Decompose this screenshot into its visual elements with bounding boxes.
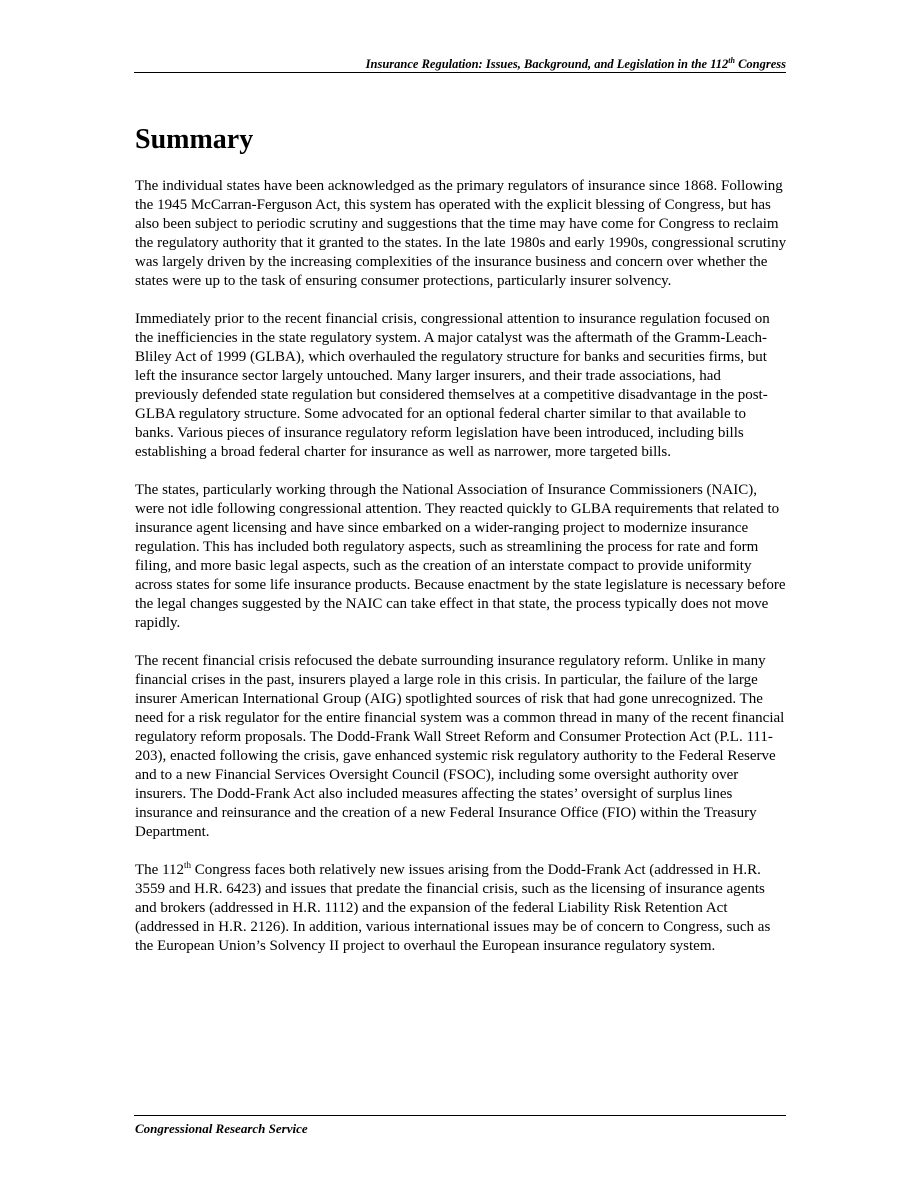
paragraph-5-rest: Congress faces both relatively new issues arising from the Dodd-Frank Act (addressed in H.R. 3559 and H.R. 6423) and issues that predate the financial crisis, such as the licensing of insurance agents and brokers (addressed in H.R. 1112) and the expansion of the federal Liability Risk Retention Act (addressed in H.R. 2126). In addition, various international issues may be of concern to Congress, such as the European Union’s Solvency II project to overhaul the European insurance regulatory system. (135, 862, 771, 954)
paragraph-5-start: The 112 (135, 862, 185, 878)
footer-rule (134, 1115, 786, 1116)
paragraph-4: The recent financial crisis refocused the debate surrounding insurance regulatory reform. Unlike in many financial crises in the past, insurers played a large role in this crisis. In particular, the failure of the large insurer American International Group (AIG) spotlighted sources of risk that had gone unrecognized. The need for a risk regulator for the entire financial system was a common thread in many of the recent financial regulatory reform proposals. The Dodd-Frank Wall Street Reform and Consumer Protection Act (P.L. 111-203), enacted following the crisis, gave enhanced systemic risk regulatory authority to the Federal Reserve and to a new Financial Services Oversight Council (FSOC), including some oversight authority over insurers. The Dodd-Frank Act also included measures affecting the states’ oversight of surplus lines insurance and reinsurance and the creation of a new Federal Insurance Office (FIO) within the Treasury Department. (135, 653, 785, 840)
paragraph-3: The states, particularly working through the National Association of Insurance Commissioners (NAIC), were not idle following congressional attention. They reacted quickly to GLBA requirements that related to insurance agent licensing and have since embarked on a wider-ranging project to modernize insurance regulation. This has included both regulatory aspects, such as streamlining the process for rate and form filing, and more basic legal aspects, such as the creation of an interstate compact to provide uniformity across states for some life insurance products. Because enactment by the state legislature is necessary before the legal changes suggested by the NAIC can take effect in that state, the process typically does not move rapidly. (135, 482, 786, 631)
paragraph-5 (135, 861, 787, 956)
paragraph-2: Immediately prior to the recent financial crisis, congressional attention to insurance regulation focused on the inefficiencies in the state regulatory system. A major catalyst was the aftermath of the Gramm-Leach-Bliley Act of 1999 (GLBA), which overhauled the regulatory structure for banks and securities firms, but left the insurance sector largely untouched. Many larger insurers, and their trade associations, had previously defended state regulation but considered themselves at a competitive disadvantage in the post-GLBA regulatory structure. Some advocated for an optional federal charter similar to that available to banks. Various pieces of insurance regulatory reform legislation have been introduced, including bills establishing a broad federal charter for insurance as well as narrower, more targeted bills. (135, 311, 770, 460)
header-superscript: th (728, 55, 735, 65)
header-title: Insurance Regulation: Issues, Background, and Legislation in the 112 (365, 57, 729, 71)
summary-body (135, 177, 787, 975)
paragraph-5-superscript: th (184, 860, 192, 870)
header-rule (134, 72, 786, 73)
running-header (134, 56, 786, 72)
section-heading: Summary (135, 124, 254, 155)
paragraph-1: The individual states have been acknowledged as the primary regulators of insurance since 1868. Following the 1945 McCarran-Ferguson Act, this system has operated with the explicit blessing of Congress, but has also been subject to periodic scrutiny and suggestions that the time may have come for Congress to reclaim the regulatory authority that it granted to the states. In the late 1980s and early 1990s, congressional scrutiny was largely driven by the increasing complexities of the insurance business and concern over whether the states were up to the task of ensuring consumer protections, particularly insurer solvency. (135, 178, 787, 289)
header-title-end: Congress (734, 57, 786, 71)
running-footer: Congressional Research Service (135, 1121, 308, 1136)
